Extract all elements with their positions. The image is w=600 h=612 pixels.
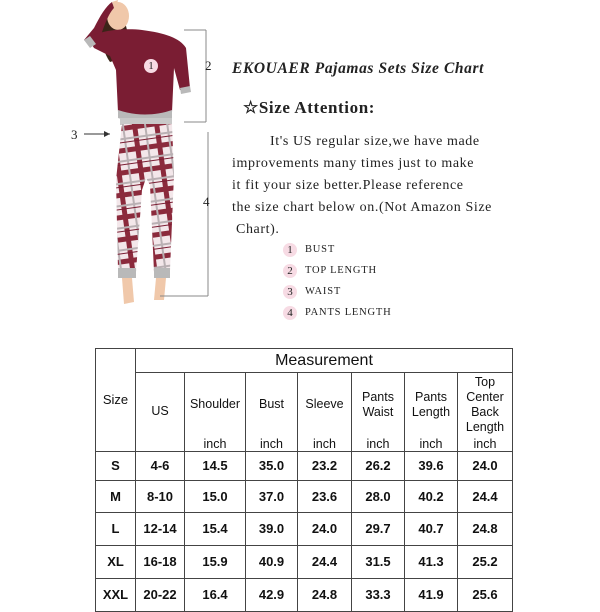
attention-line: It's US regular size,we have made bbox=[270, 134, 480, 149]
back-length-cell: 25.2 bbox=[458, 545, 513, 578]
column-header-bust: Bust bbox=[246, 373, 298, 437]
us-cell: 8-10 bbox=[136, 480, 185, 512]
shoulder-cell: 14.5 bbox=[185, 451, 246, 480]
shoulder-cell: 16.4 bbox=[185, 578, 246, 611]
unit-label: inch bbox=[246, 437, 298, 452]
shoulder-cell: 15.4 bbox=[185, 512, 246, 545]
unit-label: inch bbox=[298, 437, 352, 452]
legend-label: PANTS LENGTH bbox=[305, 307, 392, 318]
size-cell: XXL bbox=[96, 578, 136, 611]
size-chart-table bbox=[95, 348, 513, 612]
size-attention-heading: ☆Size Attention: bbox=[243, 98, 376, 117]
legend-label: WAIST bbox=[305, 286, 342, 297]
size-cell: L bbox=[96, 512, 136, 545]
pants-waist-cell: 33.3 bbox=[352, 578, 405, 611]
pants-waist-cell: 28.0 bbox=[352, 480, 405, 512]
measurement-guides bbox=[0, 0, 230, 320]
us-cell: 12-14 bbox=[136, 512, 185, 545]
column-header-shoulder: Shoulder bbox=[185, 373, 246, 437]
unit-label: inch bbox=[352, 437, 405, 452]
attention-line: it fit your size better.Please reference bbox=[232, 178, 464, 193]
size-column-header: Size bbox=[96, 349, 136, 452]
shoulder-cell: 15.9 bbox=[185, 545, 246, 578]
pants-length-cell: 41.9 bbox=[405, 578, 458, 611]
table-row bbox=[96, 512, 513, 545]
pants-length-cell: 40.2 bbox=[405, 480, 458, 512]
guide-bust-marker: 1 bbox=[144, 59, 158, 73]
measurement-header: Measurement bbox=[136, 349, 513, 373]
table-row bbox=[96, 480, 513, 512]
table-row bbox=[96, 578, 513, 611]
unit-label: inch bbox=[185, 437, 246, 452]
pants-length-cell: 40.7 bbox=[405, 512, 458, 545]
column-header-us: US bbox=[136, 373, 185, 452]
column-header-pants-waist: Pants Waist bbox=[352, 373, 405, 437]
bust-cell: 35.0 bbox=[246, 451, 298, 480]
unit-label: inch bbox=[458, 437, 513, 452]
pants-length-cell: 39.6 bbox=[405, 451, 458, 480]
shoulder-cell: 15.0 bbox=[185, 480, 246, 512]
size-cell: XL bbox=[96, 545, 136, 578]
legend-label: TOP LENGTH bbox=[305, 265, 377, 276]
attention-line: the size chart below on.(Not Amazon Size bbox=[232, 200, 492, 215]
us-cell: 16-18 bbox=[136, 545, 185, 578]
back-length-cell: 25.6 bbox=[458, 578, 513, 611]
us-cell: 4-6 bbox=[136, 451, 185, 480]
us-cell: 20-22 bbox=[136, 578, 185, 611]
sleeve-cell: 24.8 bbox=[298, 578, 352, 611]
legend-number: 4 bbox=[283, 306, 297, 320]
legend-number: 2 bbox=[283, 264, 297, 278]
sleeve-cell: 23.6 bbox=[298, 480, 352, 512]
column-header-back-length: Top Center Back Length bbox=[458, 373, 513, 437]
bust-cell: 39.0 bbox=[246, 512, 298, 545]
chart-title: EKOUAER Pajamas Sets Size Chart bbox=[232, 60, 485, 77]
attention-line: Chart). bbox=[236, 222, 280, 237]
size-cell: S bbox=[96, 451, 136, 480]
legend-label: BUST bbox=[305, 244, 336, 255]
back-length-cell: 24.8 bbox=[458, 512, 513, 545]
pants-length-cell: 41.3 bbox=[405, 545, 458, 578]
pants-waist-cell: 29.7 bbox=[352, 512, 405, 545]
size-cell: M bbox=[96, 480, 136, 512]
legend-number: 3 bbox=[283, 285, 297, 299]
back-length-cell: 24.0 bbox=[458, 451, 513, 480]
sleeve-cell: 23.2 bbox=[298, 451, 352, 480]
bust-cell: 40.9 bbox=[246, 545, 298, 578]
guide-waist-number: 3 bbox=[71, 127, 78, 142]
table-row bbox=[96, 451, 513, 480]
size-attention-text bbox=[232, 131, 532, 241]
pants-waist-cell: 26.2 bbox=[352, 451, 405, 480]
guide-top-length-number: 2 bbox=[205, 58, 212, 73]
column-header-sleeve: Sleeve bbox=[298, 373, 352, 437]
unit-label: inch bbox=[405, 437, 458, 452]
column-header-pants-length: Pants Length bbox=[405, 373, 458, 437]
attention-line: improvements many times just to make bbox=[232, 156, 475, 171]
table-row bbox=[96, 545, 513, 578]
back-length-cell: 24.4 bbox=[458, 480, 513, 512]
legend-number: 1 bbox=[283, 243, 297, 257]
bust-cell: 37.0 bbox=[246, 480, 298, 512]
sleeve-cell: 24.4 bbox=[298, 545, 352, 578]
sleeve-cell: 24.0 bbox=[298, 512, 352, 545]
guide-pants-length-number: 4 bbox=[203, 194, 210, 209]
bust-cell: 42.9 bbox=[246, 578, 298, 611]
pants-waist-cell: 31.5 bbox=[352, 545, 405, 578]
